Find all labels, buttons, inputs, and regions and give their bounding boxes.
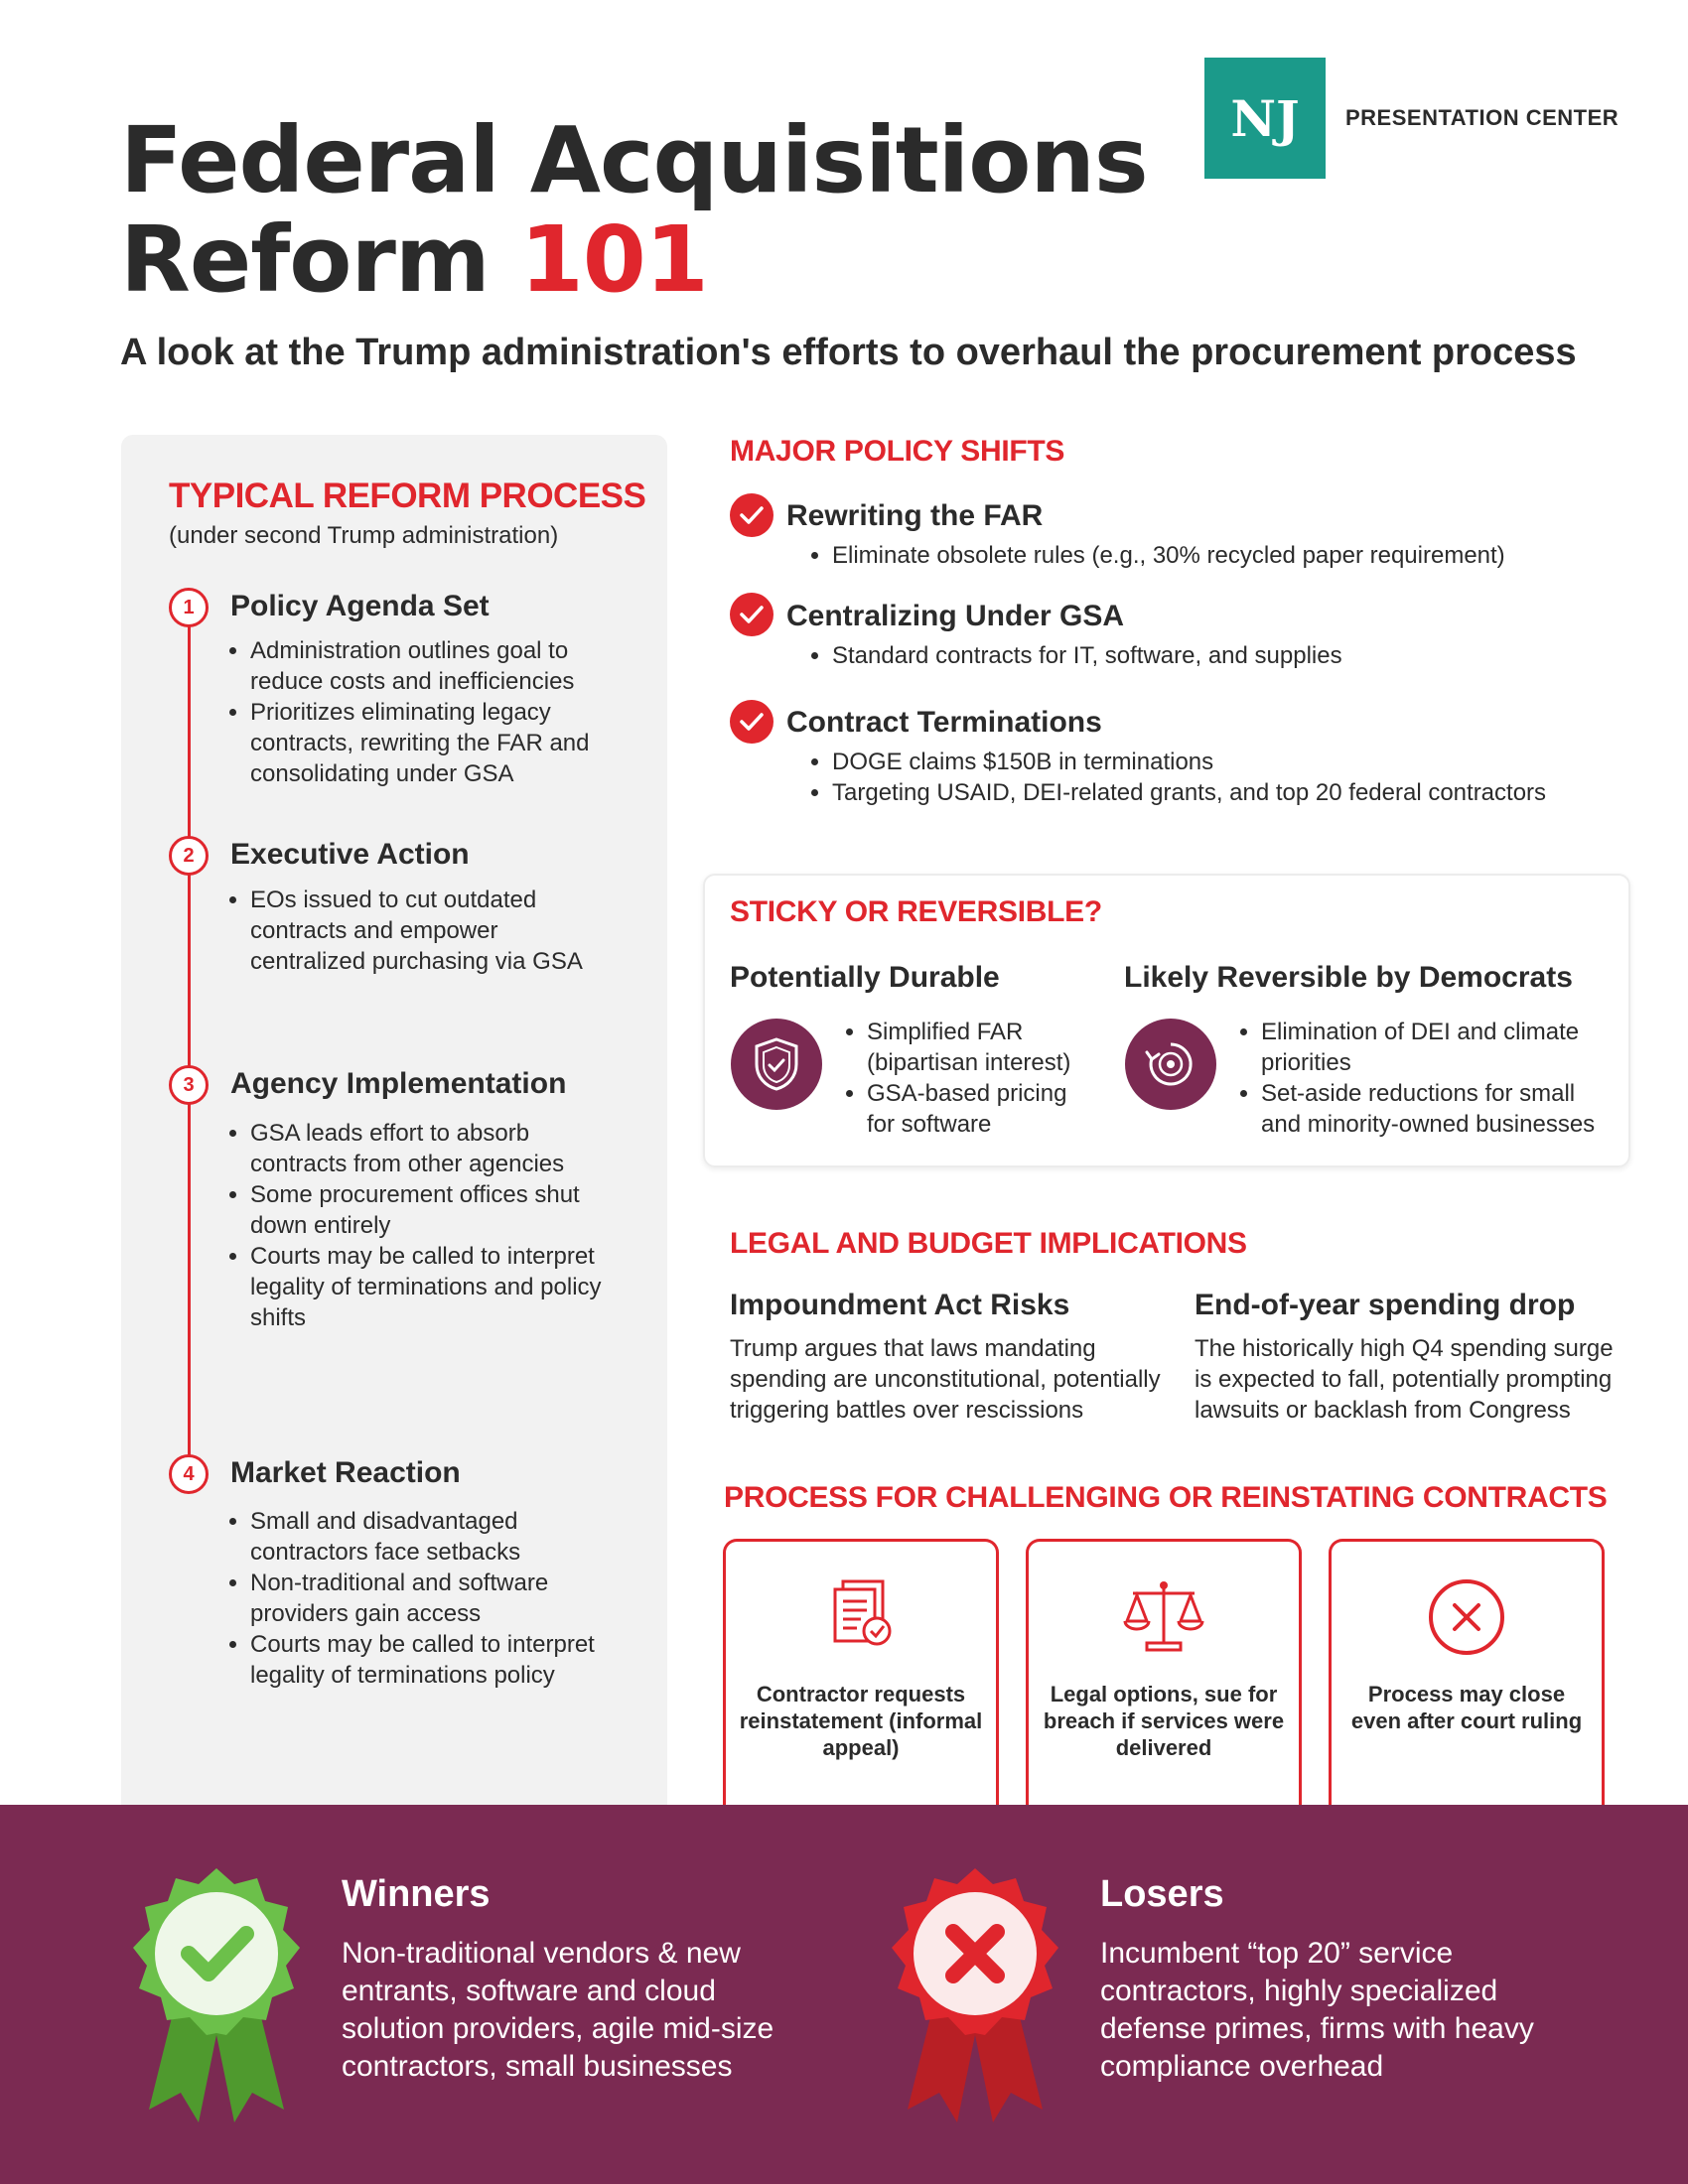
x-circle-icon	[1332, 1577, 1602, 1657]
shift-title: Contract Terminations	[786, 706, 1102, 739]
step-title: Policy Agenda Set	[230, 590, 490, 622]
winners-title: Winners	[342, 1873, 491, 1915]
title-prefix: Reform	[120, 206, 520, 313]
legal-heading: LEGAL AND BUDGET IMPLICATIONS	[730, 1227, 1247, 1260]
page-title	[120, 107, 1148, 313]
award-ribbon-x-icon	[886, 1866, 1064, 2129]
shift-bullet: • DOGE claims $150B in terminations	[832, 747, 1546, 777]
impoundment-title: Impoundment Act Risks	[730, 1289, 1070, 1321]
step-bullets	[250, 1118, 618, 1333]
step-bullet: • Courts may be called to interpret legality of terminations and policy shifts	[250, 1241, 618, 1333]
step-bullet: • GSA leads effort to absorb contracts from other agencies	[250, 1118, 618, 1179]
nj-logo: NJ	[1204, 58, 1326, 179]
timeline-line	[188, 625, 191, 1471]
shift-bullet: • Eliminate obsolete rules (e.g., 30% recycled paper requirement)	[832, 540, 1505, 571]
challenge-card	[1329, 1539, 1605, 1827]
step-bullets	[250, 885, 618, 977]
reform-process-subheading: (under second Trump administration)	[169, 522, 559, 549]
challenge-card	[723, 1539, 999, 1827]
losers-title: Losers	[1100, 1873, 1224, 1915]
rotate-arrow-icon	[1125, 1019, 1216, 1110]
challenge-card-text: Contractor requests reinstatement (informal appeal)	[739, 1682, 983, 1760]
documents-check-icon	[726, 1577, 996, 1655]
reversible-bullets	[1261, 1017, 1599, 1140]
title-line-2	[120, 206, 1148, 313]
step-bullet: • EOs issued to cut outdated contracts and empower centralized purchasing via GSA	[250, 885, 618, 977]
policy-shifts-heading: MAJOR POLICY SHIFTS	[730, 435, 1065, 468]
logo-text: PRESENTATION CENTER	[1345, 105, 1619, 130]
reversible-bullet: • Set-aside reductions for small and minority-owned businesses	[1261, 1078, 1599, 1140]
title-line-1: Federal Acquisitions	[120, 107, 1148, 213]
check-icon	[730, 700, 774, 744]
title-accent: 101	[519, 206, 708, 313]
durable-bullets	[867, 1017, 1085, 1140]
step-bullet: • Administration outlines goal to reduce costs and inefficiencies	[250, 635, 618, 697]
step-bullet: • Courts may be called to interpret legality of terminations policy	[250, 1629, 618, 1691]
step-number: 2	[169, 836, 209, 876]
losers-text: Incumbent “top 20” service contractors, highly specialized defense primes, firms with heavy compliance overhead	[1100, 1937, 1534, 2083]
step-bullet: • Prioritizes eliminating legacy contracts, rewriting the FAR and consolidating under GSA	[250, 697, 618, 789]
reform-process-heading: TYPICAL REFORM PROCESS	[169, 477, 646, 515]
step-bullets	[250, 1506, 618, 1691]
step-bullet: • Non-traditional and software providers gain access	[250, 1568, 618, 1629]
winners-text: Non-traditional vendors & new entrants, software and cloud solution providers, agile mid-size contractors, small businesses	[342, 1937, 774, 2083]
challenge-card-text: Legal options, sue for breach if services were delivered	[1043, 1682, 1285, 1760]
impoundment-text: Trump argues that laws mandating spending are unconstitutional, potentially triggering battles over rescissions	[730, 1335, 1161, 1424]
step-bullets	[250, 635, 618, 789]
step-bullet: • Small and disadvantaged contractors face setbacks	[250, 1506, 618, 1568]
spending-title: End-of-year spending drop	[1195, 1289, 1576, 1321]
step-title: Executive Action	[230, 838, 470, 871]
challenge-card	[1026, 1539, 1302, 1827]
challenge-card-text: Process may close even after court ruling	[1350, 1682, 1583, 1733]
durable-bullet: • GSA-based pricing for software	[867, 1078, 1085, 1140]
shift-bullet: • Targeting USAID, DEI-related grants, and top 20 federal contractors	[832, 777, 1546, 808]
shift-bullets	[832, 540, 1505, 571]
challenge-heading: PROCESS FOR CHALLENGING OR REINSTATING CONTRACTS	[724, 1481, 1608, 1514]
shield-check-icon	[731, 1019, 822, 1110]
shift-bullets	[832, 640, 1342, 671]
step-number: 1	[169, 588, 209, 627]
step-title: Market Reaction	[230, 1456, 461, 1489]
durable-bullet: • Simplified FAR (bipartisan interest)	[867, 1017, 1085, 1078]
shift-title: Centralizing Under GSA	[786, 600, 1125, 632]
shift-bullets	[832, 747, 1546, 808]
check-icon	[730, 593, 774, 636]
award-ribbon-check-icon	[127, 1866, 306, 2129]
sticky-heading: STICKY OR REVERSIBLE?	[730, 895, 1102, 928]
step-title: Agency Implementation	[230, 1067, 567, 1100]
spending-text: The historically high Q4 spending surge is expected to fall, potentially prompting lawsuits or backlash from Congress	[1195, 1335, 1614, 1424]
reversible-title: Likely Reversible by Democrats	[1124, 961, 1573, 994]
shift-bullet: • Standard contracts for IT, software, and supplies	[832, 640, 1342, 671]
page-subtitle: A look at the Trump administration's efforts to overhaul the procurement process	[120, 332, 1577, 373]
step-bullet: • Some procurement offices shut down entirely	[250, 1179, 618, 1241]
step-number: 3	[169, 1065, 209, 1105]
reversible-bullet: • Elimination of DEI and climate priorities	[1261, 1017, 1599, 1078]
durable-title: Potentially Durable	[730, 961, 1000, 994]
check-icon	[730, 493, 774, 537]
shift-title: Rewriting the FAR	[786, 499, 1044, 532]
step-number: 4	[169, 1454, 209, 1494]
scales-icon	[1029, 1577, 1299, 1655]
